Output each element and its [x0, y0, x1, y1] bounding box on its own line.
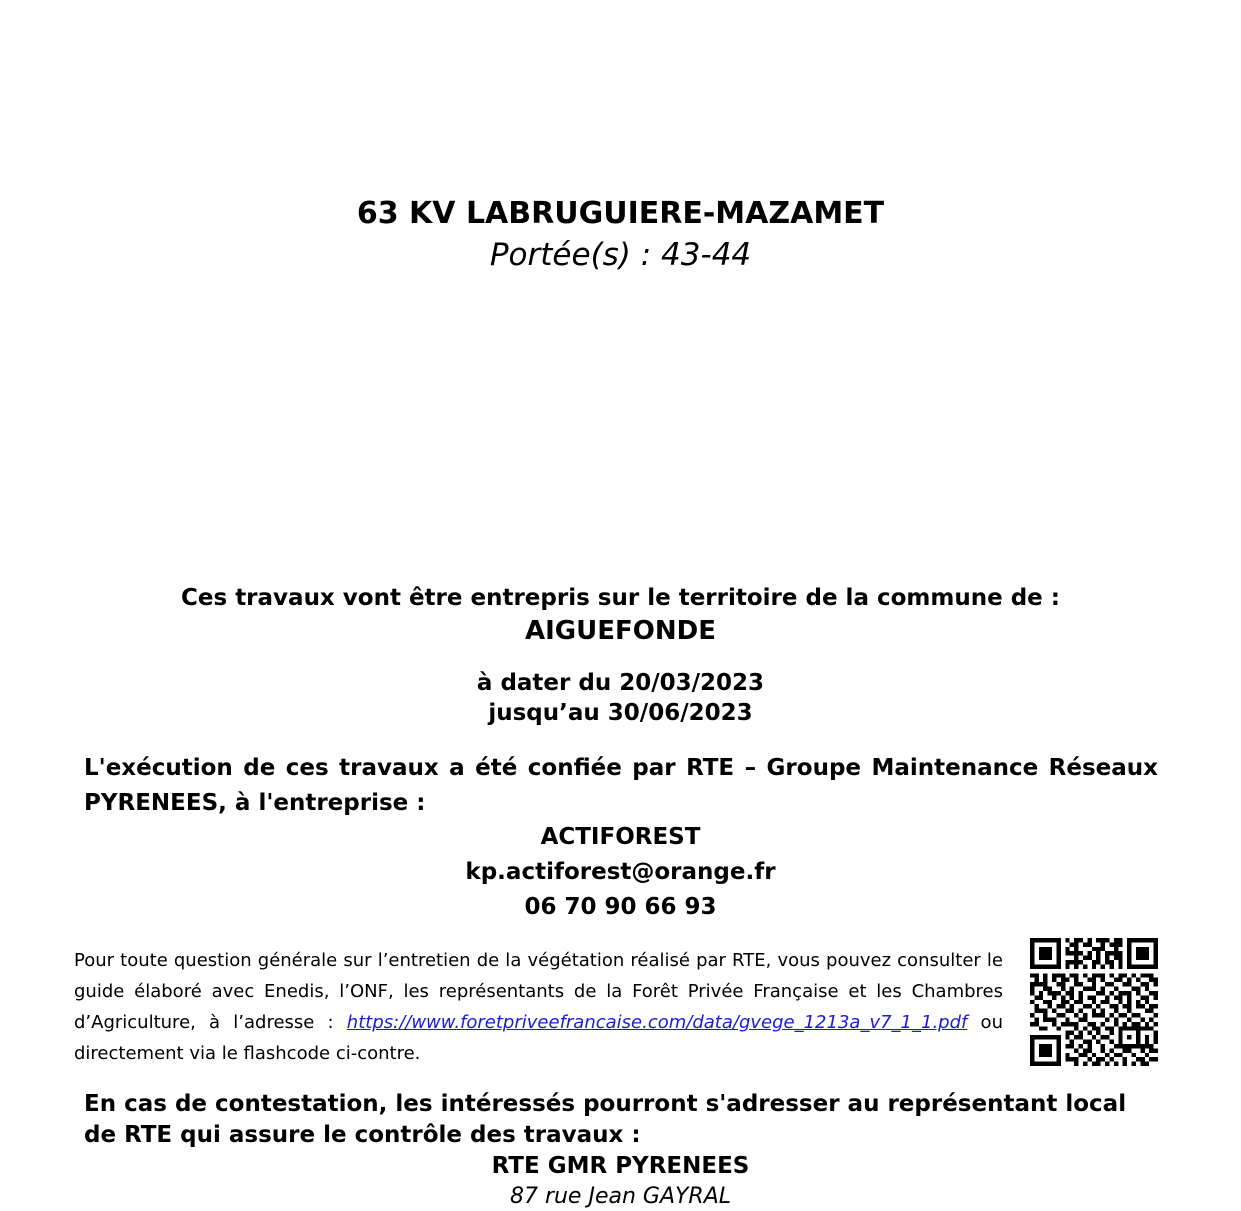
line-title: 63 KV LABRUGUIERE-MAZAMET: [356, 196, 885, 231]
guide-text-after: ou directement via le flashcode ci-contre.: [74, 1012, 1003, 1064]
start-date: à dater du 20/03/2023: [476, 670, 765, 696]
rte-organization: RTE GMR PYRENEES: [491, 1153, 750, 1179]
spans-subtitle: Portée(s) : 43-44: [489, 237, 752, 273]
works-dates: [0, 668, 1241, 728]
company-name: ACTIFOREST: [540, 824, 701, 850]
guide-text-before: Pour toute question générale sur l’entretien de la végétation réalisé par RTE, vous pouvez consulter le guide élaboré avec Enedis, l’ONF, les représentants de la Forêt Privée Française et les Chambres d’Agriculture, à l’adresse :: [74, 950, 1003, 1033]
execution-statement: L'exécution de ces travaux a été confiée par RTE – Groupe Maintenance Réseaux PYRENEES, à l'entreprise :: [84, 755, 1158, 816]
company-email[interactable]: kp.actiforest@orange.fr: [465, 859, 776, 885]
guide-link[interactable]: https://www.foretpriveefrancaise.com/data/gvege_1213a_v7_1_1.pdf: [346, 1012, 968, 1033]
end-date: jusqu’au 30/06/2023: [488, 700, 753, 726]
company-block: [0, 820, 1241, 925]
company-phone: 06 70 90 66 93: [524, 894, 717, 920]
commune-name: AIGUEFONDE: [525, 616, 716, 646]
contestation-statement: En cas de contestation, les intéressés pourront s'adresser au représentant local de RTE qui assure le contrôle des travaux :: [84, 1091, 1127, 1148]
rte-address: 87 rue Jean GAYRAL: [509, 1184, 732, 1209]
works-intro: Ces travaux vont être entrepris sur le territoire de la commune de :: [181, 585, 1060, 611]
guide-paragraph: [74, 945, 1003, 1069]
qr-code-icon[interactable]: [1030, 938, 1158, 1066]
